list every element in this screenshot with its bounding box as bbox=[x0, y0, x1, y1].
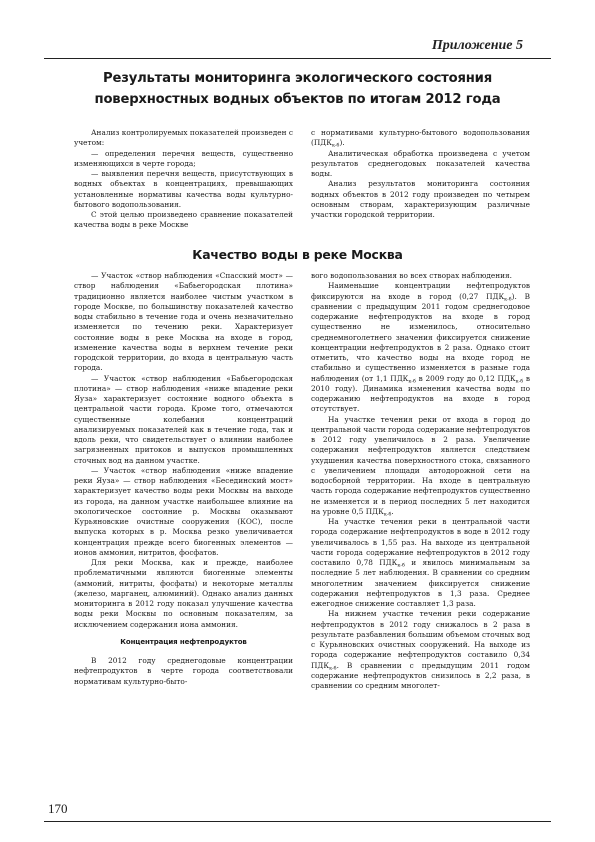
intro-right-column bbox=[311, 128, 530, 220]
body-paragraph: На участке течения реки от входа в город до центральной части города содержание нефтепродуктов в 2012 году увеличилось в 2 раза. Увеличение содержания нефтепродуктов является следствием ухудшения качества поверхностного стока, связанного с увеличением площади автодорожной сети на водосборной территории. На входе в центральную часть города содержание нефтепродуктов существенно не изменяется и в период последних 5 лет находится на уровне 0,5 $ПДК_{к-б}$. bbox=[311, 414, 530, 518]
body-paragraph: — Участок «створ наблюдения «Бабьегородская плотина» — створ наблюдения «ниже впадение реки Яуза» характеризует состояние водного объекта в центральной части города. Кроме того, отмечаются существенные колебания концентраций анализируемых показателей как в течение года, так и вдоль реки, что свидетельствует о влиянии наиболее загрязненных притоков и выпусков промышленных сточных вод на данном участке. bbox=[74, 373, 293, 465]
header-rule bbox=[44, 58, 551, 59]
section-title: Качество воды в реке Москва bbox=[192, 247, 403, 262]
intro-paragraph: — выявления перечня веществ, присутствующих в водных объектах в концентрациях, превышающих установленные нормативы качества воды культурно-бытового водопользования. bbox=[74, 169, 293, 209]
body-paragraph: Наименьшие концентрации нефтепродуктов фиксируются на входе в город (0,27 $ПДК_{к-б}$). В сравнении с предыдущим 2011 годом среднегодовое содержание нефтепродуктов на входе в город существенно не изменилось, относительно среднемноголетнего значения фиксируется снижение концентрации нефтепродуктов в 2 раза. Однако стоит отметить, что качество воды на входе город не стабильно и существенно изменяется в разные года наблюдения (от 1,1 $ПДК_{к-б}$ в 2009 году до 0,12 $ПДК_{к-б}$ в 2010 году). Динамика изменения качества воды по содержанию нефтепродуктов на входе в город отсутствует. bbox=[311, 281, 530, 414]
intro-paragraph: Анализ результатов мониторинга состояния водных объектов в 2012 году произведен по четырем основным створам, характеризующим различные участки городской территории. bbox=[311, 179, 530, 219]
body-paragraph: На нижнем участке течения реки содержание нефтепродуктов в 2012 году снижалось в 2 раза в результате разбавления большим объемом сточных вод с Курьяновских очистных сооружений. На выходе из города содержание нефтепродуктов составило 0,34 $ПДК_{к-б}$. В сравнении с предыдущим 2011 годом содержание нефтепродуктов снизилось в 2,2 раза, в сравнении со средним многолет- bbox=[311, 609, 530, 690]
body-paragraph: Для реки Москва, как и прежде, наиболее проблематичными являются биогенные элементы (аммоний, нитриты, фосфаты) и некоторые металлы (железо, марганец, алюминий). Однако анализ данных мониторинга в 2012 году показал улучшение качества воды реки Москвы по основным показателям, за исключением содержания иона аммония. bbox=[74, 558, 293, 629]
appendix-label: Приложение 5 bbox=[431, 38, 523, 53]
section-right-column bbox=[311, 271, 530, 691]
body-paragraph: — Участок «створ наблюдения «Спасский мост» — створ наблюдения «Бабьегородская плотина» традиционно является наиболее чистым участком в городе Москве, по большинству показателей качество воды стабильно в течение года и очень незначительно изменяется по течению реки. Характеризует состояние воды в реке Москва на входе в город, изменение качества воды в верхнем течение реки городской территории, до входа в центральную часть города. bbox=[74, 271, 293, 373]
subheading: Концентрация нефтепродуктов bbox=[120, 637, 247, 646]
page-title bbox=[60, 68, 535, 110]
title-line-1: Результаты мониторинга экологического состояния bbox=[103, 71, 492, 86]
title-line-2: поверхностных водных объектов по итогам 2012 года bbox=[94, 92, 501, 107]
intro-paragraph: Анализ контролируемых показателей произведен с учетом: bbox=[74, 128, 293, 148]
section-left-column bbox=[74, 271, 293, 687]
body-paragraph: На участке течения реки в центральной части города содержание нефтепродуктов в воде в 2012 году увеличивалось в 1,55 раз. На выходе из центральной части города содержание нефтепродуктов в 2012 году составило 0,78 $ПДК_{к-б}$ и явилось минимальным за последние 5 лет наблюдения. В сравнении со средним многолетним значением фиксируется снижение содержания нефтепродуктов в 1,3 раза. Среднее ежегодное снижение составляет 1,3 раза. bbox=[311, 517, 530, 608]
intro-paragraph: — определения перечня веществ, существенно изменяющихся в черте города; bbox=[74, 148, 293, 168]
body-paragraph: вого водопользования во всех створах наблюдения. bbox=[311, 271, 512, 280]
footer-rule bbox=[44, 821, 551, 822]
intro-paragraph: С этой целью произведено сравнение показателей качества воды в реке Москве bbox=[74, 210, 293, 230]
intro-paragraph: Аналитическая обработка произведена с учетом результатов среднегодовых показателей качества воды. bbox=[311, 148, 530, 178]
intro-paragraph: с нормативами культурно-бытового водопользования $(ПДК_{к-б})$. bbox=[311, 128, 530, 149]
body-paragraph: В 2012 году среднегодовые концентрации нефтепродуктов в черте города соответствовали нормативам культурно-быто- bbox=[74, 656, 293, 686]
page-number: 170 bbox=[48, 801, 68, 816]
intro-left-column bbox=[74, 128, 293, 231]
body-paragraph: — Участок «створ наблюдения «ниже впадение реки Яуза» — створ наблюдения «Бесединский мост» характеризует качество воды реки Москвы на выходе из города, на данном участке наибольшее влияние на экологическое состояние р. Москвы оказывают Курьяновские очистные сооружения (КОС), после выпуска которых в р. Москва резко увеличивается концентрация прежде всего биогенных элементов — ионов аммония, нитритов, фосфатов. bbox=[74, 465, 293, 557]
